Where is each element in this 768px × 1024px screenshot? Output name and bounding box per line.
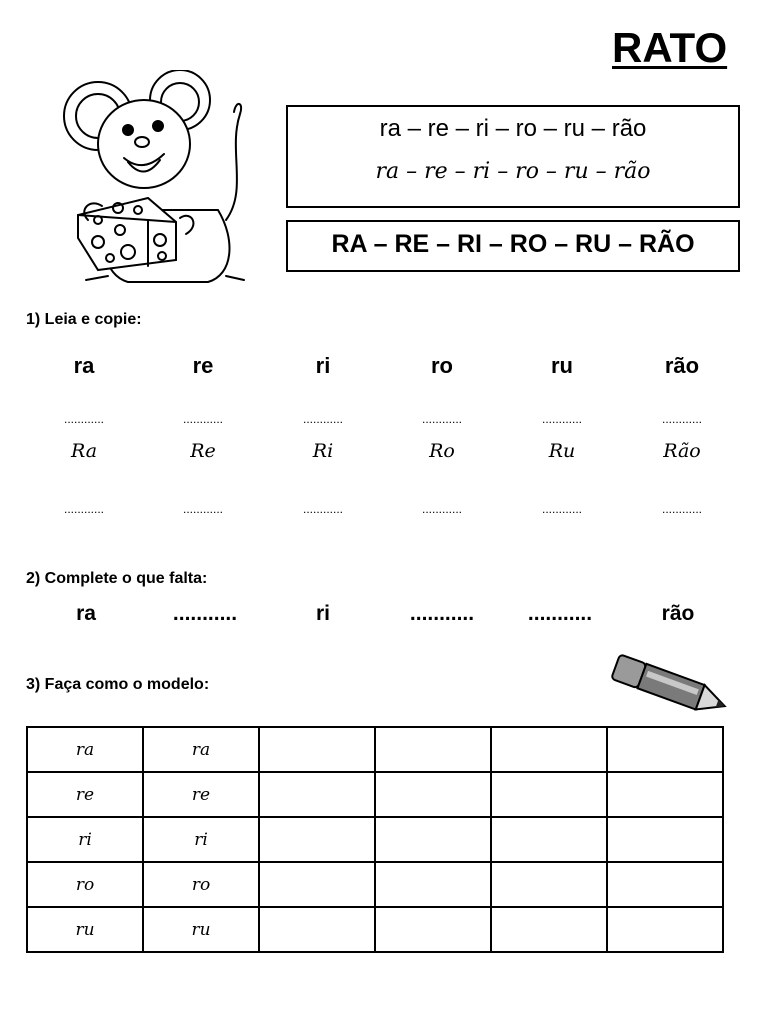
model-cell: ru — [143, 907, 259, 952]
copy-blank[interactable]: ............ — [421, 412, 462, 426]
ex2-given-syllable: rão — [661, 602, 695, 625]
uppercase-syllables-box — [286, 220, 740, 272]
ex2-given-syllable: ri — [315, 602, 330, 625]
copy-blank[interactable]: ............ — [302, 502, 343, 516]
ex2-blank[interactable]: ........... — [409, 602, 475, 625]
answer-cell[interactable] — [375, 907, 491, 952]
answer-cell[interactable] — [375, 817, 491, 862]
model-cell: ra — [27, 727, 143, 772]
model-cell: ro — [27, 862, 143, 907]
pencil-icon — [608, 652, 736, 722]
answer-cell[interactable] — [491, 907, 607, 952]
answer-cell[interactable] — [491, 772, 607, 817]
answer-cell[interactable] — [491, 817, 607, 862]
answer-cell[interactable] — [491, 862, 607, 907]
uppercase-syllables: RA – RE – RI – RO – RU – RÃO — [331, 230, 695, 258]
ex1-syllable: ra — [73, 353, 95, 378]
answer-cell[interactable] — [259, 727, 375, 772]
ex1-syllable: ri — [315, 353, 331, 378]
answer-cell[interactable] — [607, 817, 723, 862]
model-cell: re — [27, 772, 143, 817]
table-row — [27, 862, 723, 907]
ex2-blank[interactable]: ........... — [172, 602, 238, 625]
copy-blank[interactable]: ............ — [182, 502, 223, 516]
answer-cell[interactable] — [491, 727, 607, 772]
ex1-syllable: rão — [664, 353, 700, 378]
model-cell: ro — [143, 862, 259, 907]
table-row — [27, 907, 723, 952]
ex1-cursive-syllable: Rão — [663, 440, 701, 462]
exercise-3-heading: 3) Faça como o modelo: — [26, 676, 210, 693]
model-cell: ri — [27, 817, 143, 862]
lowercase-syllables-print: ra – re – ri – ro – ru – rão — [379, 115, 647, 142]
copy-blank[interactable]: ............ — [182, 412, 223, 426]
ex1-cursive-syllable: Ro — [429, 440, 455, 462]
model-cell: re — [143, 772, 259, 817]
answer-cell[interactable] — [259, 907, 375, 952]
copy-blank[interactable]: ............ — [63, 412, 104, 426]
model-cell: ra — [143, 727, 259, 772]
ex2-given-syllable: ra — [76, 602, 96, 625]
ex2-blank[interactable]: ........... — [527, 602, 593, 625]
ex1-syllable: re — [192, 353, 214, 378]
table-row — [27, 817, 723, 862]
answer-cell[interactable] — [259, 862, 375, 907]
table-row — [27, 727, 723, 772]
answer-cell[interactable] — [375, 862, 491, 907]
model-copy-table — [26, 726, 724, 953]
ex1-cursive-syllable: Re — [190, 440, 216, 462]
exercise-2-heading: 2) Complete o que falta: — [26, 570, 208, 587]
copy-blank[interactable]: ............ — [661, 502, 702, 516]
copy-blank[interactable]: ............ — [63, 502, 104, 516]
copy-blank[interactable]: ............ — [302, 412, 343, 426]
answer-cell[interactable] — [607, 907, 723, 952]
copy-blank[interactable]: ............ — [661, 412, 702, 426]
answer-cell[interactable] — [607, 862, 723, 907]
copy-blank[interactable]: ............ — [541, 502, 582, 516]
ex1-syllable: ro — [431, 353, 453, 378]
copy-blank[interactable]: ............ — [541, 412, 582, 426]
answer-cell[interactable] — [259, 772, 375, 817]
answer-cell[interactable] — [607, 772, 723, 817]
ex1-syllable: ru — [551, 353, 573, 378]
table-row — [27, 772, 723, 817]
mouse-with-cheese-illustration — [58, 70, 258, 292]
exercise-1-heading: 1) Leia e copie: — [26, 311, 142, 328]
copy-blank[interactable]: ............ — [421, 502, 462, 516]
ex1-cursive-syllable: Ri — [312, 440, 334, 462]
ex1-cursive-syllable: Ra — [70, 440, 98, 462]
model-cell: ri — [143, 817, 259, 862]
lowercase-syllables-cursive: ra – re – ri – ro – ru – rão — [375, 159, 651, 184]
page-title: RATO — [612, 24, 728, 71]
answer-cell[interactable] — [375, 727, 491, 772]
model-cell: ru — [27, 907, 143, 952]
ex1-cursive-syllable: Ru — [548, 440, 576, 462]
answer-cell[interactable] — [259, 817, 375, 862]
lowercase-syllables-box — [286, 105, 740, 208]
answer-cell[interactable] — [375, 772, 491, 817]
answer-cell[interactable] — [607, 727, 723, 772]
